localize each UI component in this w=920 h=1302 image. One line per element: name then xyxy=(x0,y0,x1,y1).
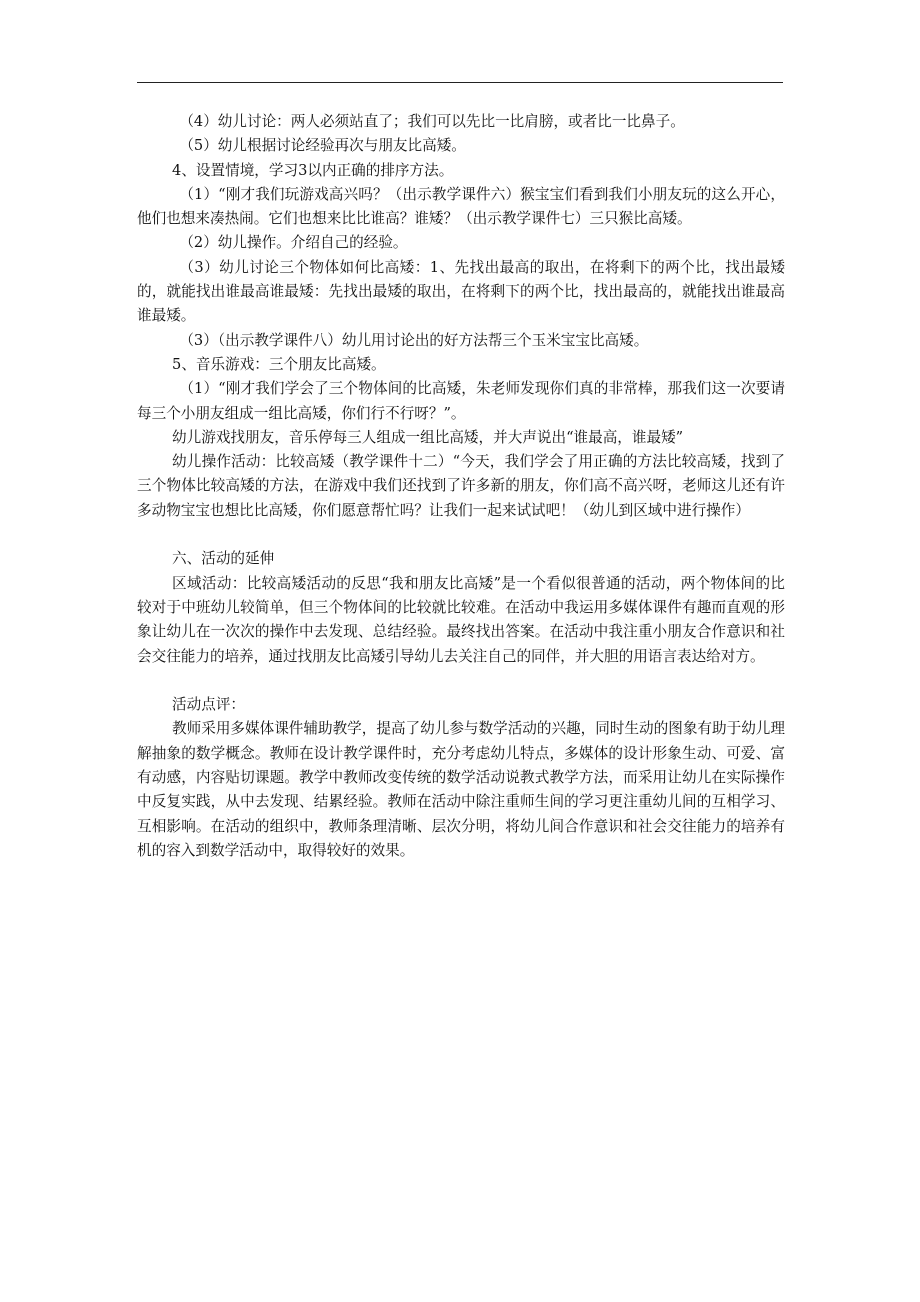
section-heading: 六、活动的延伸 xyxy=(172,550,275,568)
paragraph: 幼儿游戏找朋友，音乐停每三人组成一组比高矮，并大声说出“谁最高，谁最矮” xyxy=(172,428,684,446)
paragraph: （2）幼儿操作。介绍自己的经验。 xyxy=(179,234,408,252)
section-heading: 4、设置情境，学习3以内正确的排序方法。 xyxy=(172,161,454,179)
paragraph: （1）“刚才我们玩游戏高兴吗？（出示教学课件六）猴宝宝们看到我们小朋友玩的这么开心，他们也想来凑热闹。它们也想来比比谁高？谁矮？（出示教学课件七）三只猴比高矮。 xyxy=(137,185,785,228)
paragraph: 幼儿操作活动：比较高矮（教学课件十二）“今天，我们学会了用正确的方法比较高矮，找到了三个物体比较高矮的方法，在游戏中我们还找到了许多新的朋友，你们高不高兴呀，老师这儿还有许多动物宝宝也想比比高矮，你们愿意帮忙吗？让我们一起来试试吧！（幼儿到区域中进行操作） xyxy=(137,453,785,519)
section-heading: 活动点评： xyxy=(172,696,246,714)
paragraph: （3）幼儿讨论三个物体如何比高矮：1、先找出最高的取出，在将剩下的两个比，找出最矮的，就能找出谁最高谁最矮：先找出最矮的取出，在将剩下的两个比，找出最高的，就能找出谁最高谁最矮。 xyxy=(137,258,785,325)
document-body xyxy=(137,110,785,863)
blank-line xyxy=(137,669,785,693)
paragraph: 教师采用多媒体课件辅助教学，提高了幼儿参与数学活动的兴趣，同时生动的图象有助于幼儿理解抽象的数学概念。教师在设计教学课件时，充分考虑幼儿特点，多媒体的设计形象生动、可爱、富有动感，内容贴切课题。教学中教师改变传统的数学活动说教式教学方法，而采用让幼儿在实际操作中反复实践，从中去发现、结累经验。教师在活动中除注重师生间的学习更注重幼儿间的互相学习、互相影响。在活动的组织中，教师条理清晰、层次分明，将幼儿间合作意识和社会交往能力的培养有机的容入到数学活动中，取得较好的效果。 xyxy=(137,720,785,859)
paragraph: （4）幼儿讨论：两人必须站直了；我们可以先比一比肩膀，或者比一比鼻子。 xyxy=(179,113,685,130)
paragraph: （1）“刚才我们学会了三个物体间的比高矮，朱老师发现你们真的非常棒，那我们这一次要请每三个小朋友组成一组比高矮，你们行不行呀？”。 xyxy=(137,380,785,422)
paragraph: （5）幼儿根据讨论经验再次与朋友比高矮。 xyxy=(179,137,466,155)
header-rule xyxy=(137,82,783,83)
blank-line xyxy=(137,523,785,547)
section-heading: 5、音乐游戏：三个朋友比高矮。 xyxy=(172,355,386,373)
paragraph: 区域活动：比较高矮活动的反思“我和朋友比高矮”是一个看似很普通的活动，两个物体间的比较对于中班幼儿较简单，但三个物体间的比较就比较难。在活动中我运用多媒体课件有趣而直观的形象让幼儿在一次次的操作中去发现、总结经验。最终找出答案。在活动中我注重小朋友合作意识和社会交往能力的培养，通过找朋友比高矮引导幼儿去关注自己的同伴，并大胆的用语言表达给对方。 xyxy=(137,574,785,665)
paragraph: （3）（出示教学课件八）幼儿用讨论出的好方法帮三个玉米宝宝比高矮。 xyxy=(179,331,649,349)
